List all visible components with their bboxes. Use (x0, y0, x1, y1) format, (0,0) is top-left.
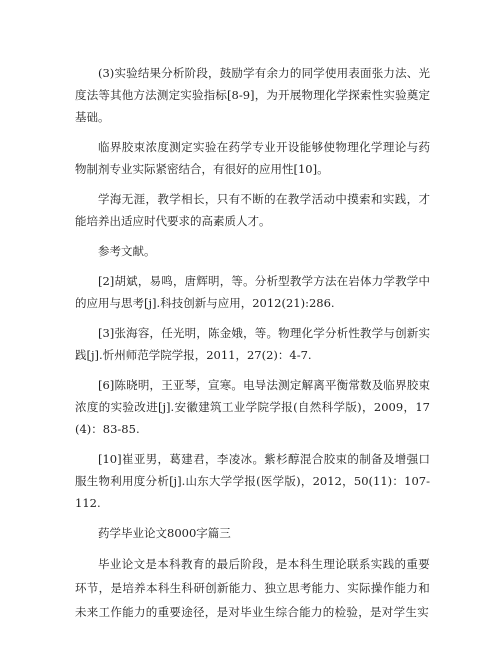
paragraph-experiment-analysis: (3)实验结果分析阶段，鼓励学有余力的同学使用表面张力法、光度法等其他方法测定实验指标[8-9]，为开展物理化学探索性实验奠定基础。 (75, 66, 430, 124)
reference-item: [2]胡斌，易鸣，唐辉明，等。分析型教学方法在岩体力学教学中的应用与思考[j].科技创新与应用，2012(21):286. (75, 274, 430, 310)
reference-item: [10]崔亚男，葛建君，李凌冰。紫杉醇混合胶束的制备及增强口服生物利用度分析[j].山东大学学报(医学版)，2012，50(11)：107-112. (75, 452, 430, 510)
paragraph-thesis-intro: 毕业论文是本科教育的最后阶段，是本科生理论联系实践的重要环节，是培养本科生科研创新能力、独立思考能力、实际操作能力和未来工作能力的重要途径，是对毕业生综合能力的检验，是对学生实 (75, 557, 430, 619)
reference-item: [3]张海容，任光明，陈金娥，等。物理化学分析性教学与创新实践[j].忻州师范学院学报，2011，27(2)：4-7. (75, 326, 430, 362)
section-title: 药学毕业论文8000字篇三 (98, 526, 231, 540)
paragraph-teaching-conclusion: 学海无涯，教学相长，只有不断的在教学活动中摸索和实践，才能培养出适应时代要求的高素质人才。 (75, 192, 430, 228)
references-heading: 参考文献。 (98, 244, 156, 258)
reference-item: [6]陈晓明，王亚琴，宣寒。电导法测定解离平衡常数及临界胶束浓度的实验改进[j].安徽建筑工业学院学报(自然科学版)，2009，17(4)：83-85. (75, 378, 430, 436)
paragraph-cmc-application: 临界胶束浓度测定实验在药学专业开设能够使物理化学理论与药物制剂专业实际紧密结合，有很好的应用性[10]。 (75, 140, 430, 176)
document-body (75, 62, 430, 632)
